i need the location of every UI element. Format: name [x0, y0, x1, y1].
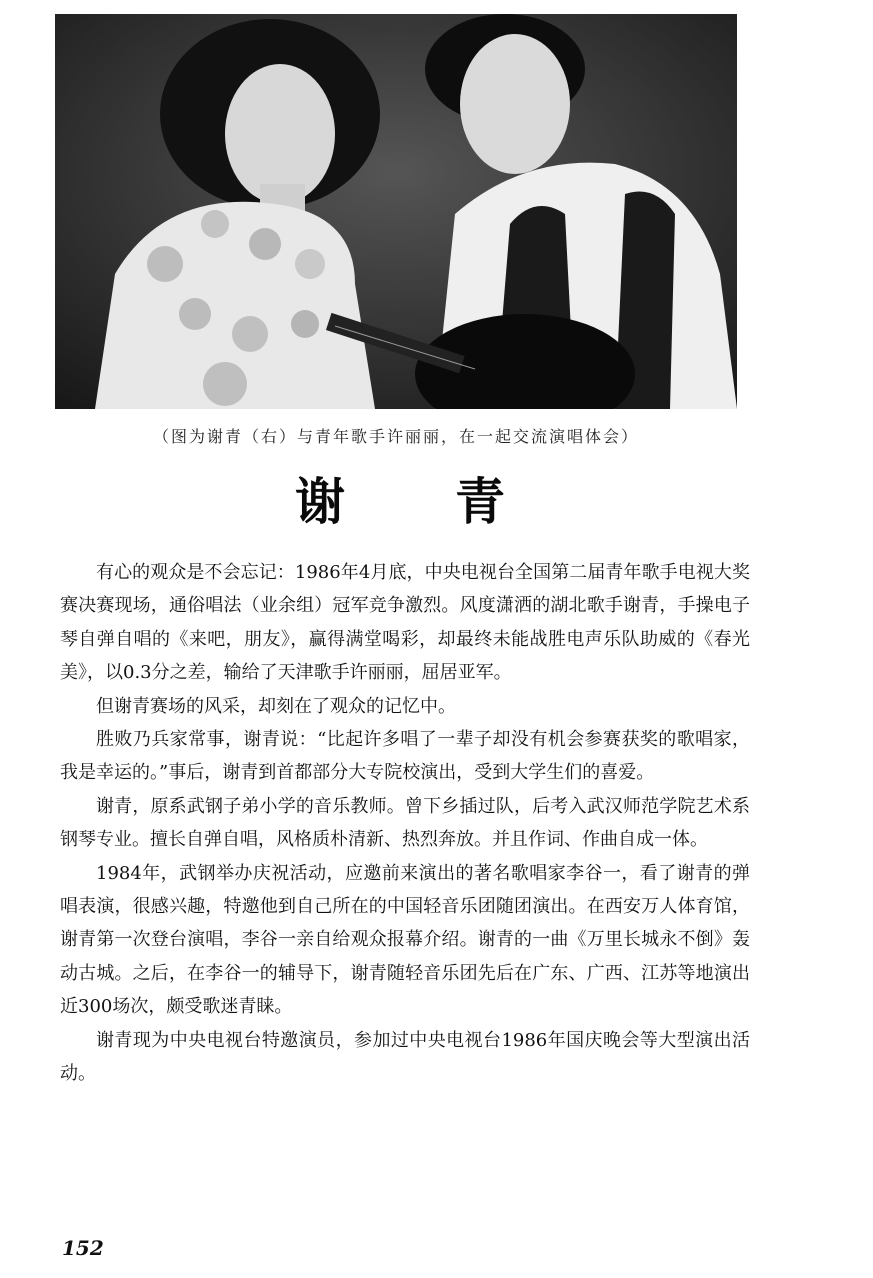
paragraph: 谢青现为中央电视台特邀演员，参加过中央电视台1986年国庆晚会等大型演出活动。	[60, 1029, 750, 1085]
photo-two-singers-icon	[55, 14, 737, 409]
paragraph: 但谢青赛场的风采，却刻在了观众的记忆中。	[96, 695, 456, 717]
photo-caption: （图为谢青（右）与青年歌手许丽丽，在一起交流演唱体会）	[152, 427, 639, 446]
photo-singers	[55, 14, 737, 409]
article-title: 谢青	[295, 473, 615, 531]
paragraph: 有心的观众是不会忘记：1986年4月底，中央电视台全国第二届青年歌手电视大奖赛决赛现场，通俗唱法（业余组）冠军竞争激烈。风度潇洒的湖北歌手谢青，手操电子琴自弹自唱的《来吧，朋友》，赢得满堂喝彩，却最终未能战胜电声乐队助威的《春光美》，以0.3分之差，输给了天津歌手许丽丽，屈居亚军。	[60, 562, 750, 684]
paragraph: 胜败乃兵家常事，谢青说：“比起许多唱了一辈子却没有机会参赛获奖的歌唱家，我是幸运的。”事后，谢青到首都部分大专院校演出，受到大学生们的喜爱。	[60, 729, 750, 784]
page-number: 152	[62, 1236, 104, 1260]
article-body	[60, 556, 750, 1091]
paragraph: 谢青，原系武钢子弟小学的音乐教师。曾下乡插过队，后考入武汉师范学院艺术系钢琴专业。擅长自弹自唱，风格质朴清新、热烈奔放。并且作词、作曲自成一体。	[60, 795, 750, 851]
paragraph: 1984年，武钢举办庆祝活动，应邀前来演出的著名歌唱家李谷一，看了谢青的弹唱表演，很感兴趣，特邀他到自己所在的中国轻音乐团随团演出。在西安万人体育馆，谢青第一次登台演唱，李谷一亲自给观众报幕介绍。谢青的一曲《万里长城永不倒》轰动古城。之后，在李谷一的辅导下，谢青随轻音乐团先后在广东、广西、江苏等地演出近300场次，颇受歌迷青睐。	[60, 862, 750, 1018]
